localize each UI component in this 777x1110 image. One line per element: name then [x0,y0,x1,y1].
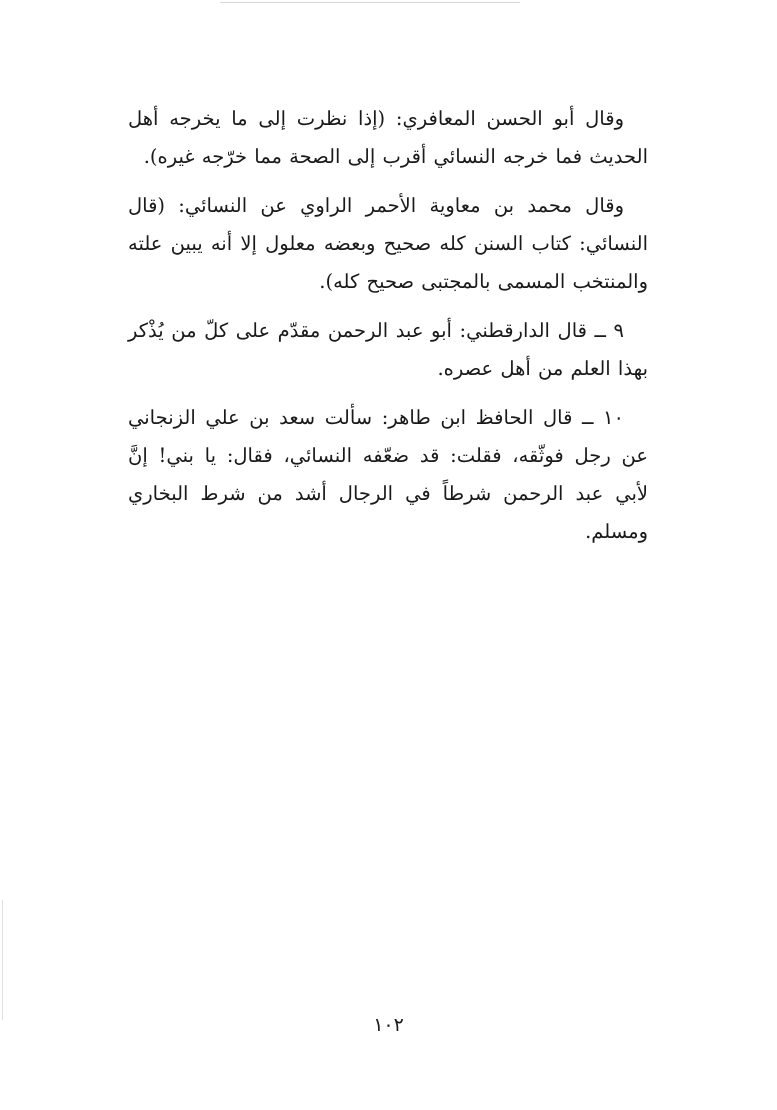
scan-edge-mark [2,900,3,1020]
main-text-block [128,100,648,562]
page-number: ١٠٢ [373,1014,404,1036]
paragraph-almaafiri: وقال أبو الحسن المعافري: (إذا نظرت إلى ما يخرجه أهل الحديث فما خرجه النسائي أقرب إلى الصحة مما خرّجه غيره). [128,107,648,168]
paragraph-item-10-ibn-tahir: ١٠ ــ قال الحافظ ابن طاهر: سألت سعد بن علي الزنجاني عن رجل فوثّقه، فقلت: قد ضعّفه النسائي، فقال: يا بني! إنَّ لأبي عبد الرحمن شرطاً في الرجال أشد من شرط البخاري ومسلم. [128,406,648,543]
paragraph-item-9-daraqutni: ٩ ــ قال الدارقطني: أبو عبد الرحمن مقدّم على كلّ من يُذْكر بهذا العلم من أهل عصره. [128,319,648,380]
paragraph-muhammad-ibn-muawiya: وقال محمد بن معاوية الأحمر الراوي عن النسائي: (قال النسائي: كتاب السنن كله صحيح وبعضه معلول إلا أنه يبين علته والمنتخب المسمى بالمجتبى صحيح كله). [128,194,648,293]
top-rule [220,2,520,3]
